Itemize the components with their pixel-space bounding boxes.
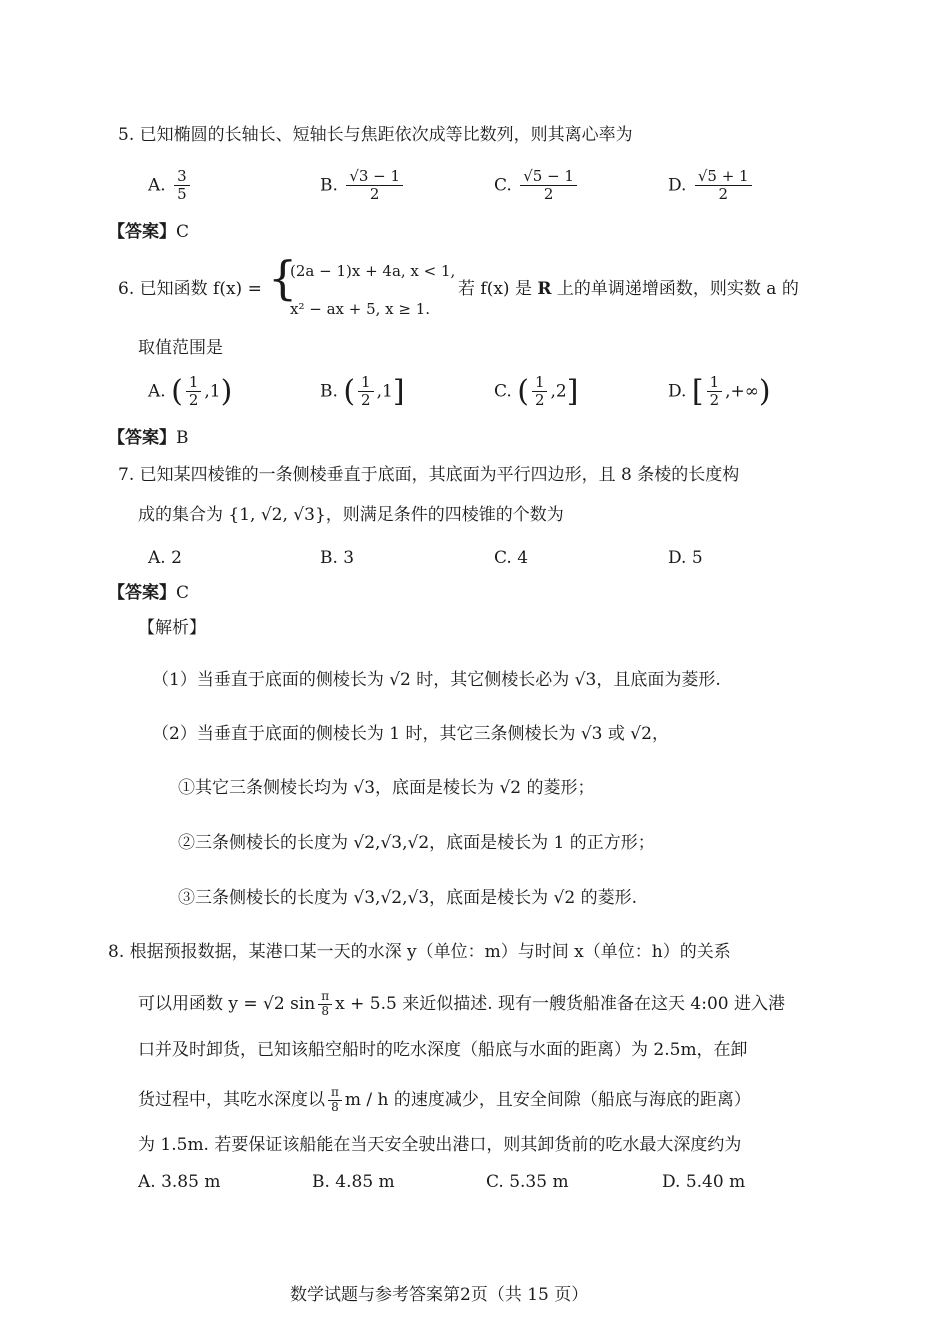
page-footer: 数学试题与参考答案第2页（共 15 页） xyxy=(290,1285,589,1305)
fraction: $\frac{√5 - 1}{2}$ xyxy=(520,168,577,204)
q6-option-b: B. ( $\frac{1}{2}$ ,1] xyxy=(320,373,405,410)
fraction: $\frac{√5 + 1}{2}$ xyxy=(695,168,752,204)
q6-option-c: C. ( $\frac{1}{2}$ ,2] xyxy=(494,373,579,410)
q7-option-c: C. 4 xyxy=(494,548,529,568)
q8-line3: 口并及时卸货，已知该船空船时的吃水深度（船底与水面的距离）为 2.5m，在卸 xyxy=(138,1040,748,1060)
q7-stem-line2: 成的集合为 {1, √2, √3}，则满足条件的四棱锥的个数为 xyxy=(138,505,564,525)
q6-stem-line2: 取值范围是 xyxy=(138,338,223,358)
fraction: $\frac{3}{5}$ xyxy=(174,168,190,204)
q7-option-d: D. 5 xyxy=(668,548,703,568)
q7-analysis-5: ③三条侧棱长的长度为 √3,√2,√3，底面是棱长为 √2 的菱形. xyxy=(178,888,638,908)
q5-option-a xyxy=(148,168,193,204)
fraction: $\frac{1}{2}$ xyxy=(186,374,202,410)
q8-option-c: C. 5.35 m xyxy=(486,1172,569,1192)
q8-option-b: B. 4.85 m xyxy=(312,1172,395,1192)
q6-piece-2: x² − ax + 5, x ≥ 1. xyxy=(290,300,431,318)
fraction: $\frac{1}{2}$ xyxy=(707,374,723,410)
q5-option-d xyxy=(668,168,755,204)
piecewise-brace: { xyxy=(268,251,298,305)
q7-stem-line1: 7. 已知某四棱锥的一条侧棱垂直于底面，其底面为平行四边形，且 8 条棱的长度构 xyxy=(118,465,740,485)
q7-analysis-label: 【解析】 xyxy=(138,618,206,638)
q7-analysis-3: ①其它三条侧棱长均为 √3，底面是棱长为 √2 的菱形； xyxy=(178,778,595,798)
q7-analysis-2: （2）当垂直于底面的侧棱长为 1 时，其它三条侧棱长为 √3 或 √2， xyxy=(152,724,669,744)
q5-stem: 5. 已知椭圆的长轴长、短轴长与焦距依次成等比数列，则其离心率为 xyxy=(118,125,633,145)
q6-option-d: D. [ $\frac{1}{2}$ ,+∞) xyxy=(668,373,771,410)
q7-analysis-1: （1）当垂直于底面的侧棱长为 √2 时，其它侧棱长必为 √3，且底面为菱形. xyxy=(152,670,721,690)
fraction: $\frac{1}{2}$ xyxy=(532,374,548,410)
q7-option-b: B. 3 xyxy=(320,548,355,568)
q6-piece-1: (2a − 1)x + 4a, x < 1, xyxy=(290,262,456,280)
q8-line4: 货过程中，其吃水深度以 $\frac{\pi}{8}$ m / h 的速度减少，且安全间隙（船底与海底的距离） xyxy=(138,1085,751,1114)
q8-option-a: A. 3.85 m xyxy=(138,1172,221,1192)
q6-answer: 【答案】B xyxy=(108,428,189,448)
q5-option-c xyxy=(494,168,580,204)
option-key: C. xyxy=(494,175,512,196)
q6-option-a: A. ( $\frac{1}{2}$ ,1) xyxy=(148,373,233,410)
q8-line2: 可以用函数 y = √2 sin $\frac{\pi}{8}$ x + 5.5 来近似描述. 现有一艘货船准备在这天 4:00 进入港 xyxy=(138,989,785,1018)
fraction: $\frac{\pi}{8}$ xyxy=(318,990,332,1019)
option-key: B. xyxy=(320,175,338,196)
q8-line1: 8. 根据预报数据，某港口某一天的水深 y（单位：m）与时间 x（单位：h）的关系 xyxy=(108,942,731,962)
fraction: $\frac{1}{2}$ xyxy=(358,374,374,410)
q6-stem-prefix: 6. 已知函数 f(x) = xyxy=(118,279,262,299)
q7-option-a: A. 2 xyxy=(148,548,182,568)
fraction: $\frac{√3 - 1}{2}$ xyxy=(346,168,403,204)
q5-answer: 【答案】C xyxy=(108,222,190,242)
q5-option-b xyxy=(320,168,406,204)
option-key: D. xyxy=(668,175,687,196)
q7-answer: 【答案】C xyxy=(108,583,190,603)
q8-line5: 为 1.5m. 若要保证该船能在当天安全驶出港口，则其卸货前的吃水最大深度约为 xyxy=(138,1135,742,1155)
q7-analysis-4: ②三条侧棱长的长度为 √2,√3,√2，底面是棱长为 1 的正方形； xyxy=(178,833,655,853)
q6-stem-suffix: 若 f(x) 是 R 上的单调递增函数，则实数 a 的 xyxy=(458,279,799,299)
fraction: $\frac{\pi}{8}$ xyxy=(328,1086,342,1115)
q8-option-d: D. 5.40 m xyxy=(662,1172,746,1192)
option-key: A. xyxy=(148,175,166,196)
